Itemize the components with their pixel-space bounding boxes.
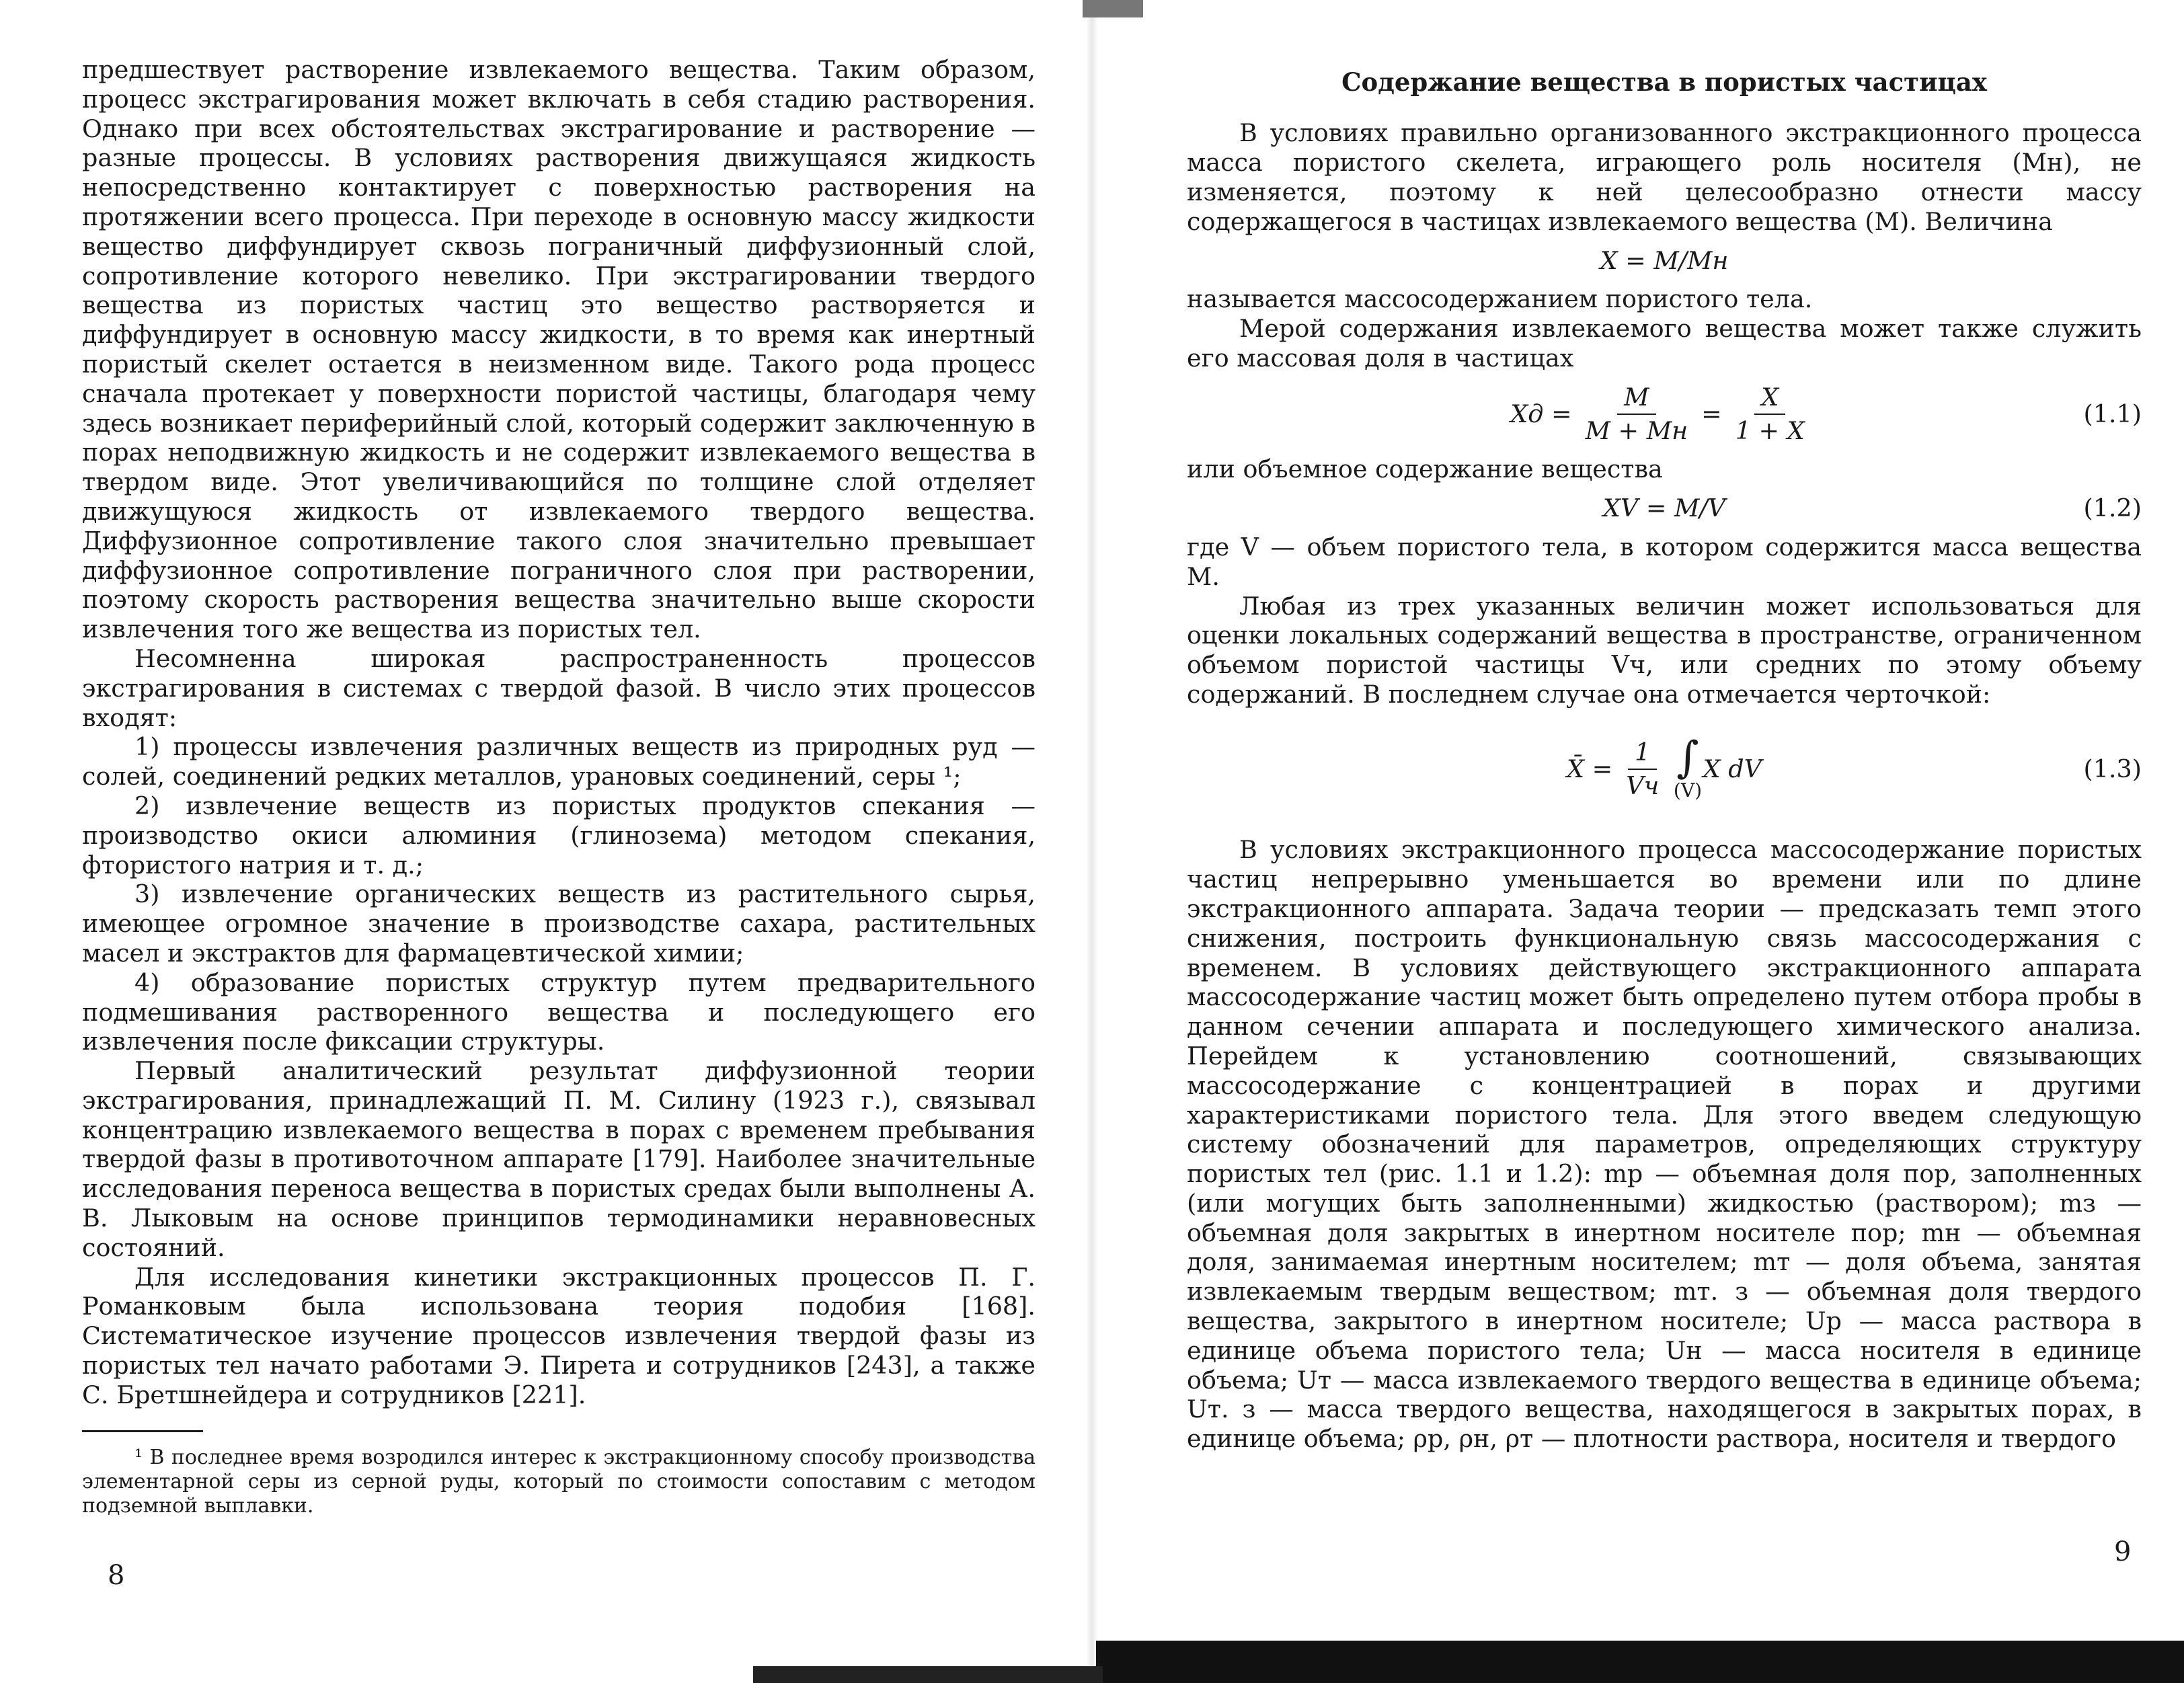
footnote-rule bbox=[82, 1430, 203, 1432]
paragraph: Первый аналитический результат диффузионной теории экстрагирования, принадлежащий П. М. Силину (1923 г.), связывал концентрацию извлекаемого вещества в порах с временем пребывания твердой фазы в противоточном аппарате [179]. Наиболее значительные исследования переноса вещества в пористых средах были выполнены А. В. Лыковым на основе принципов термодинамики неравновесных состояний. bbox=[82, 1056, 1036, 1262]
paragraph: Любая из трех указанных величин может использоваться для оценки локальных содержаний вещества в пространстве, ограниченном объемом пористой частицы Vч, или средних по этому объему содержаний. В последнем случае она отмечается черточкой: bbox=[1187, 591, 2142, 709]
equation-number: (1.3) bbox=[2083, 754, 2142, 783]
list-item: 2) извлечение веществ из пористых продуктов спекания — производство окиси алюминия (глинозема) методом спекания, фтористого натрия и т. д.; bbox=[82, 791, 1036, 879]
section-heading: Содержание вещества в пористых частицах bbox=[1341, 67, 1987, 97]
paragraph: В условиях экстракционного процесса массосодержание пористых частиц непрерывно уменьшается во времени или по длине экстракционного аппарата. Задача теории — предсказать темп этого снижения, построить функциональную связь массосодержания с временем. В условиях действующего экстракционного аппарата массосодержание частиц может быть определено путем отбора пробы в данном сечении аппарата и последующего химического анализа. Перейдем к установлению соотношений, связывающих массосодержание с концентрацией в порах и другими характеристиками пористого тела. Для этого введем следующую систему обозначений для параметров, определяющих структуру пористых тел (рис. 1.1 и 1.2): mр — объемная доля пор, заполненных (или могущих быть заполненными) жидкостью (раствором); mз — объемная доля закрытых в инертном носителе пор; mн — объемная доля, занимаемая инертным носителем; mт — доля объема, занятая извлекаемым твердым веществом; mт. з — объемная доля твердого вещества, закрытого в инертном носителе; Uр — масса раствора в единице объема пористого тела; Uн — масса носителя в единице объема; Uт — масса извлекаемого твердого вещества в единице объема; Uт. з — масса твердого вещества, находящегося в закрытых порах, в единице объема; ρр, ρн, ρт — плотности раствора, носителя и твердого bbox=[1187, 835, 2142, 1454]
page-number: 9 bbox=[2114, 1536, 2132, 1567]
equation-1-2 bbox=[1187, 494, 2142, 523]
list-item: 3) извлечение органических веществ из растительного сырья, имеющее огромное значение в производстве сахара, растительных масел и экстрактов для фармацевтической химии; bbox=[82, 879, 1036, 968]
equation-1-3 bbox=[1187, 732, 2142, 802]
paragraph: Для исследования кинетики экстракционных процессов П. Г. Романковым была использована теория подобия [168]. Систематическое изучение процессов извлечения твердой фазы из пористых тел начато работами Э. Пирета и сотрудников [243], а также С. Бретшнейдера и сотрудников [221]. bbox=[82, 1262, 1036, 1409]
fraction bbox=[1729, 383, 1811, 446]
page-number: 8 bbox=[108, 1560, 125, 1591]
equation-lhs: X̄ = bbox=[1567, 754, 1613, 783]
integrand: X dV bbox=[1703, 754, 1762, 783]
paragraph: В условиях правильно организованного экстракционного процесса масса пористого скелета, играющего роль носителя (Mн), не изменяется, поэтому к ней целесообразно отнести массу содержащегося в частицах извлекаемого вещества (M). Величина bbox=[1187, 118, 2142, 236]
fraction-denominator: Vч bbox=[1626, 771, 1660, 800]
right-text-column bbox=[1187, 67, 2142, 1454]
equation-number: (1.2) bbox=[2083, 494, 2142, 523]
list-item: 4) образование пористых структур путем предварительного подмешивания растворенного вещества и последующего его извлечения после фиксации структуры. bbox=[82, 968, 1036, 1056]
fraction-numerator: 1 bbox=[1628, 738, 1657, 770]
integral-limit: (V) bbox=[1673, 779, 1702, 801]
equation-mass-content bbox=[1187, 246, 2142, 276]
equation-expression: XV = M/V bbox=[1602, 494, 1726, 523]
fraction-denominator: 1 + X bbox=[1735, 416, 1805, 445]
paragraph: называется массосодержанием пористого тела. bbox=[1187, 284, 1813, 314]
paragraph: Мерой содержания извлекаемого вещества может также служить его массовая доля в частицах bbox=[1187, 314, 2142, 373]
equation-number: (1.1) bbox=[2083, 399, 2142, 428]
equation-1-1 bbox=[1187, 383, 2142, 446]
integral-group bbox=[1672, 732, 1703, 802]
paragraph: или объемное содержание вещества bbox=[1187, 455, 1663, 484]
fraction-numerator: M bbox=[1617, 383, 1655, 415]
paragraph: где V — объем пористого тела, в котором содержится масса вещества M. bbox=[1187, 532, 2142, 591]
list-item: 1) процессы извлечения различных веществ из природных руд — солей, соединений редких металлов, урановых соединений, серы ¹; bbox=[82, 732, 1036, 791]
paragraph: Несомненна широкая распространенность процессов экстрагирования в системах с твердой фазой. В число этих процессов входят: bbox=[82, 643, 1036, 732]
footnote: ¹ В последнее время возродился интерес к экстракционному способу производства элементарной серы из серной руды, который по стоимости сопоставим с методом подземной выплавки. bbox=[82, 1445, 1036, 1518]
right-page bbox=[1092, 0, 2184, 1683]
left-text-column bbox=[82, 55, 1036, 1518]
equals-sign: = bbox=[1701, 399, 1722, 428]
fraction-numerator: X bbox=[1754, 383, 1785, 415]
fraction-denominator: M + Mн bbox=[1585, 416, 1688, 445]
paragraph: предшествует растворение извлекаемого вещества. Таким образом, процесс экстрагирования может включать в себя стадию растворения. Однако при всех обстоятельствах экстрагирование и растворение — разные процессы. В условиях растворения движущаяся жидкость непосредственно контактирует с поверхностью растворения на протяжении всего процесса. При переходе в основную массу жидкости вещество диффундирует сквозь пограничный диффузионный слой, сопротивление которого невелико. При экстрагировании твердого вещества из пористых частиц это вещество растворяется и диффундирует в основную массу жидкости, в то время как инертный пористый скелет остается в неизменном виде. Такого рода процесс сначала протекает у поверхности пористой частицы, благодаря чему здесь возникает периферийный слой, который содержит заключенную в порах неподвижную жидкость и не содержит извлекаемого вещества в твердом виде. Этот увеличивающийся по толщине слой отделяет движущуюся жидкость от извлекаемого твердого вещества. Диффузионное сопротивление такого слоя значительно превышает диффузионное сопротивление пограничного слоя при растворении, поэтому скорость растворения вещества значительно выше скорости извлечения того же вещества из пористых тел. bbox=[82, 55, 1036, 644]
fraction bbox=[1619, 738, 1666, 801]
equation-expression: X = M/Mн bbox=[1600, 245, 1729, 275]
integral-sign: ∫ bbox=[1676, 732, 1699, 783]
equation-lhs: Xд = bbox=[1510, 399, 1572, 428]
fraction bbox=[1579, 383, 1695, 446]
